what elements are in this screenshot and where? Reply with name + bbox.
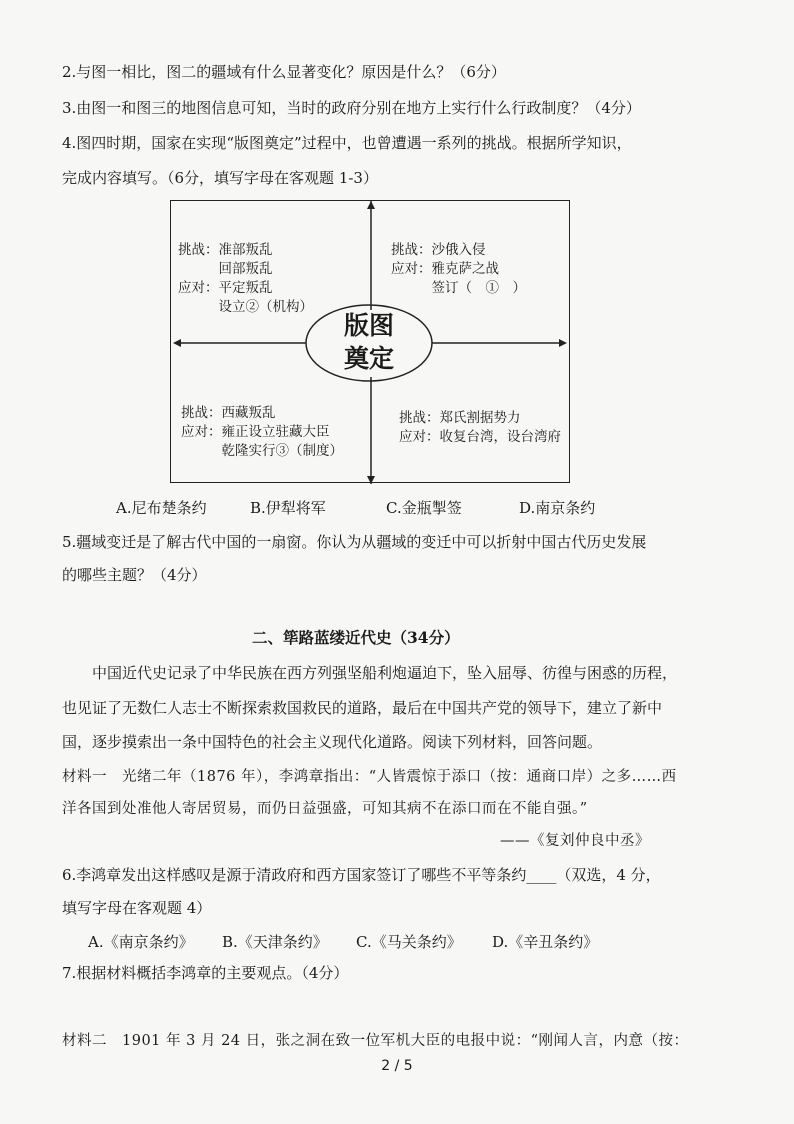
q6-option-b: B.《天津条约》	[222, 933, 328, 951]
q4-option-a: A.尼布楚条约	[116, 499, 207, 517]
q7-text: 7.根据材料概括李鸿章的主要观点。（4分）	[62, 964, 349, 982]
q5-text-line1: 5.疆域变迁是了解古代中国的一扇窗。你认为从疆域的变迁中可以折射中国古代历史发展	[62, 533, 647, 551]
quadrant-top-left	[178, 241, 313, 317]
intro-line1: 中国近代史记录了中华民族在西方列强坚船利炮逼迫下，坠入屈辱、彷徨与困惑的历程，	[62, 664, 678, 682]
br-line: 应对：收复台湾，设台湾府	[399, 429, 561, 445]
q2-text: 2.与图一相比，图二的疆域有什么显著变化？原因是什么？（6分）	[62, 63, 506, 81]
page-number: 2 / 5	[381, 1058, 413, 1074]
material1-line1: 材料一 光绪二年（1876 年），李鸿章指出：“人皆震惊于添口（按：通商口岸）之多……西	[62, 769, 677, 785]
q4-option-d: D.南京条约	[519, 499, 596, 517]
diagram-center	[306, 303, 432, 383]
q4-option-b: B.伊犁将军	[250, 499, 326, 517]
q6-option-c: C.《马关条约》	[356, 933, 462, 951]
territory-diagram	[170, 200, 570, 483]
bl-line: 应对：雍正设立驻藏大臣	[181, 424, 330, 440]
center-line2: 奠定	[343, 344, 394, 373]
quadrant-top-right	[391, 241, 526, 298]
section-heading: 二、筚路蓝缕近代史（34分）	[252, 628, 460, 647]
q6-text-line1: 6.李鸿章发出这样感叹是源于清政府和西方国家签订了哪些不平等条约____（双选，4 分，	[62, 866, 661, 884]
tr-line: 挑战：沙俄入侵	[391, 242, 486, 258]
quadrant-bottom-left	[181, 404, 343, 461]
intro-line3: 国，逐步摸索出一条中国特色的社会主义现代化道路。阅读下列材料，回答问题。	[62, 733, 603, 751]
q6-option-a: A.《南京条约》	[88, 933, 194, 951]
q4-text-line1: 4.图四时期，国家在实现“版图奠定”过程中，也曾遭遇一系列的挑战。根据所学知识，	[62, 134, 632, 152]
q5-text-line2: 的哪些主题？（4分）	[62, 566, 207, 584]
intro-line2: 也见证了无数仁人志士不断探索救国救民的道路，最后在中国共产党的领导下，建立了新中	[62, 699, 663, 717]
tl-line: 挑战：准部叛乱	[178, 242, 273, 258]
material1-line2: 洋各国到处准他人寄居贸易，而仍日益强盛，可知其病不在添口而在不能自强。”	[62, 801, 588, 817]
bl-line: 挑战：西藏叛乱	[181, 405, 276, 421]
q4-option-c: C.金瓶掣签	[386, 499, 462, 517]
tl-line: 回部叛乱	[178, 261, 273, 277]
quadrant-bottom-right	[399, 409, 561, 447]
bl-line: 乾隆实行③（制度）	[181, 443, 343, 459]
q6-text-line2: 填写字母在客观题 4）	[62, 899, 212, 917]
tr-line: 签订（ ① ）	[391, 280, 526, 296]
tl-line: 应对：平定叛乱	[178, 280, 273, 296]
center-line1: 版图	[343, 311, 394, 340]
tl-line: 设立②（机构）	[178, 299, 313, 315]
material1-source: ——《复刘仲良中丞》	[500, 833, 650, 849]
material2-line1: 材料二 1901 年 3 月 24 日，张之洞在致一位军机大臣的电报中说：“刚闻人言，内意（按：	[62, 1033, 689, 1049]
br-line: 挑战：郑氏割据势力	[399, 410, 521, 426]
q3-text: 3.由图一和图三的地图信息可知，当时的政府分别在地方上实行什么行政制度？（4分）	[62, 99, 641, 117]
q4-text-line2: 完成内容填写。（6分，填写字母在客观题 1-3）	[62, 169, 378, 187]
q6-option-d: D.《辛丑条约》	[492, 933, 599, 951]
tr-line: 应对：雅克萨之战	[391, 261, 499, 277]
